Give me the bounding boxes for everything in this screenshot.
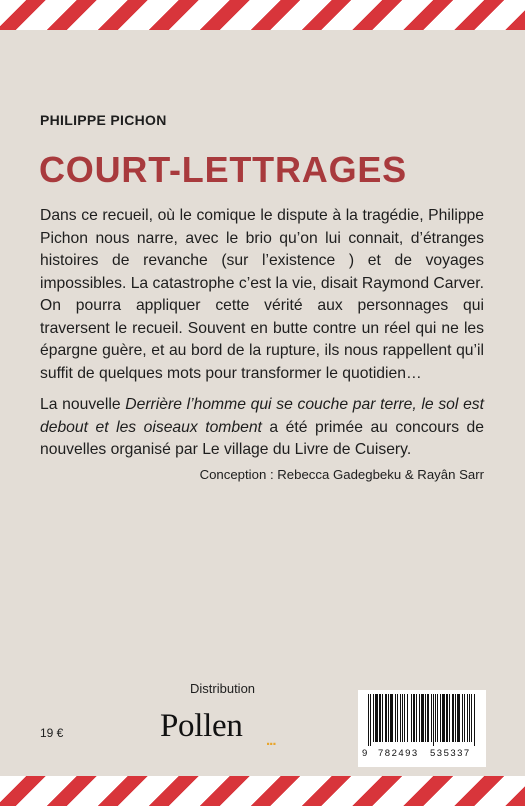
barcode-bar <box>400 694 401 742</box>
award-story-title: Derrière l’homme qui se couche par terre, le sol est debout et les oiseaux tombent <box>40 396 485 436</box>
barcode-bar <box>390 694 393 742</box>
barcode-bar <box>407 694 408 742</box>
bottom-hazard-stripe-border <box>0 776 525 806</box>
barcode-bar <box>379 694 381 742</box>
barcode-bar <box>385 694 387 742</box>
distribution-label: Distribution <box>190 681 256 696</box>
barcode-bar <box>471 694 472 742</box>
barcode-digit-first: 9 <box>362 748 369 759</box>
barcode-bar <box>427 694 429 742</box>
barcode-bar <box>467 694 468 742</box>
barcode-bar <box>416 694 417 742</box>
publisher-logo: Pollen <box>160 708 243 744</box>
barcode-bar <box>440 694 441 742</box>
barcode-bar <box>452 694 454 742</box>
barcode-bar <box>373 694 374 742</box>
blurb-paragraph: Dans ce recueil, où le comique le dispute à la tragédie, Philippe Pichon nous narre, avec le brio qu’on lui connait, d’étranges histoires de revanche (sur l’existence ) et de voyages impossibles. La catastrophe c’est la vie, disait Raymond Carver. On pourra appliquer cette vérité aux personnages qui traversent le recueil. Souvent en butte contre un réel qui ne les épargne guère, et au bord de la rupture, ils nous rappellent qu’il suffit de quelques mots pour transformer le quotidien… <box>40 207 484 382</box>
barcode-bar <box>411 694 412 742</box>
barcode-bar <box>368 694 369 746</box>
barcode-bar <box>469 694 470 742</box>
barcode-digit-group-1: 782493 <box>378 748 419 759</box>
barcode-bar <box>425 694 426 742</box>
award-suffix: a été primée au concours de nouvelles organisé par Le village du Livre de Cuisery. <box>40 418 485 458</box>
barcode-bar <box>402 694 403 742</box>
barcode-bar <box>397 694 398 742</box>
barcode-bar <box>395 694 396 742</box>
barcode-bar <box>375 694 378 742</box>
barcode-bar <box>474 694 475 746</box>
design-credits: Conception : Rebecca Gadegbeku & Rayân Sarr <box>199 467 484 482</box>
barcode-bar <box>464 694 465 742</box>
barcode-bar <box>442 694 445 742</box>
barcode-bar <box>433 694 434 746</box>
award-prefix: La nouvelle <box>40 396 126 413</box>
barcode-bar <box>421 694 424 742</box>
barcode-bar <box>370 694 371 746</box>
award-paragraph <box>40 394 484 462</box>
barcode-digit-group-2: 535337 <box>430 748 471 759</box>
barcode-bar <box>435 694 436 742</box>
barcode-bar <box>382 694 383 742</box>
book-title: COURT-LETTRAGES <box>39 149 407 190</box>
barcode-icon <box>362 694 482 746</box>
isbn-barcode <box>358 690 486 767</box>
barcode-bar <box>437 694 438 742</box>
price-label: 19 € <box>40 726 64 740</box>
barcode-bar <box>413 694 415 742</box>
barcode-bar <box>455 694 456 742</box>
barcode-bar <box>449 694 450 742</box>
barcode-bar <box>457 694 460 742</box>
barcode-bar <box>462 694 463 742</box>
top-hazard-stripe-border <box>0 0 525 30</box>
publisher-logo-dots: ... <box>266 732 276 749</box>
barcode-bar <box>388 694 389 742</box>
author-name: PHILIPPE PICHON <box>40 112 167 128</box>
barcode-bar <box>431 694 432 742</box>
barcode-bar <box>404 694 405 742</box>
barcode-bar <box>419 694 420 742</box>
barcode-bar <box>446 694 448 742</box>
